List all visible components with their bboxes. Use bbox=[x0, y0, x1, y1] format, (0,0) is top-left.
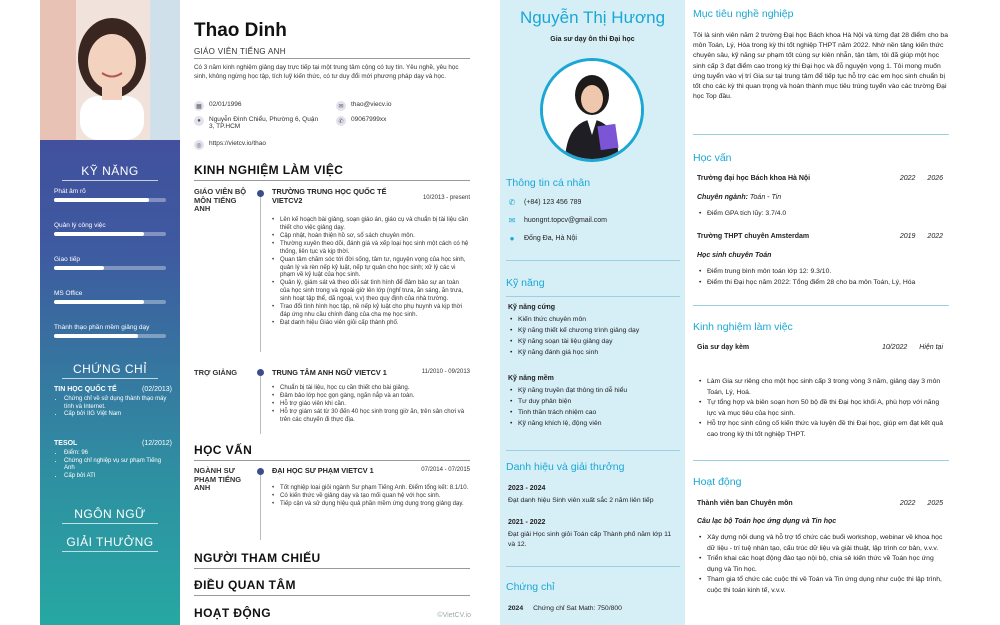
major-label: Chuyên ngành: bbox=[697, 194, 748, 201]
skill-item: • Tinh thần trách nhiệm cao bbox=[510, 408, 680, 419]
job-duties bbox=[272, 216, 470, 327]
job-duty: • Lên kế hoạch bài giảng, soạn giáo án, giáo cụ và chuẩn bị tài liệu cần thiết cho việc giảng dạy. bbox=[272, 216, 470, 232]
contact-address bbox=[194, 116, 324, 130]
activity-club: Câu lạc bộ Toán học ứng dụng và Tin học bbox=[697, 518, 837, 525]
certificate-detail: • Điểm: 96 bbox=[64, 450, 172, 458]
education-date: 07/2014 - 07/2015 bbox=[421, 467, 470, 473]
job-duties bbox=[272, 384, 470, 424]
divider bbox=[194, 568, 470, 569]
education-detail: • Điểm thi Đại học năm 2022: Tổng điểm 28 cho ba môn Toán, Lý, Hóa bbox=[699, 278, 945, 289]
phone-icon: ✆ bbox=[508, 198, 516, 207]
activity-detail: • Triển khai các hoạt động đào tạo nội bộ, chia sẻ kiến thức về Toán học ứng dụng và Tin học. bbox=[699, 554, 945, 575]
job-date: 11/2010 - 09/2013 bbox=[421, 369, 470, 375]
languages-heading: NGÔN NGỮ bbox=[62, 507, 158, 524]
job-duty: • Làm Gia sư riêng cho một học sinh cấp 3 trong vòng 3 năm, giảng dạy 3 môn Toán, Lý, Hoá. bbox=[699, 377, 945, 398]
awards-heading: Danh hiệu và giải thưởng bbox=[506, 461, 625, 473]
calendar-icon: ▦ bbox=[194, 101, 204, 111]
mail-icon: ✉ bbox=[508, 216, 516, 225]
education-row bbox=[697, 175, 943, 182]
skills-heading: KỸ NĂNG bbox=[62, 164, 158, 181]
education-detail: • Điểm GPA tích lũy: 3.7/4.0 bbox=[699, 209, 945, 220]
job-duty: • Đảm bảo lớp học gọn gàng, ngăn nắp và an toàn. bbox=[272, 392, 470, 400]
address-row bbox=[508, 234, 577, 243]
certificate-date: (12/2012) bbox=[142, 440, 172, 447]
activities-heading: Hoạt động bbox=[693, 476, 742, 488]
skill-bar bbox=[54, 334, 166, 338]
interests-heading: ĐIỀU QUAN TÂM bbox=[194, 578, 296, 592]
skill-bar bbox=[54, 198, 166, 202]
timeline-line bbox=[260, 470, 261, 540]
awards-heading: GIẢI THƯỞNG bbox=[62, 535, 158, 552]
skill-bar bbox=[54, 232, 166, 236]
contact-website bbox=[194, 140, 266, 150]
skill-item bbox=[54, 188, 166, 202]
school-name: Trường đại học Bách khoa Hà Nội bbox=[697, 175, 811, 182]
activity-from: 2022 bbox=[899, 500, 916, 507]
references-heading: NGƯỜI THAM CHIẾU bbox=[194, 551, 321, 565]
skill-bar-fill bbox=[54, 334, 138, 338]
timeline-dot bbox=[257, 190, 264, 197]
experience-heading: KINH NGHIỆM LÀM VIỆC bbox=[194, 163, 344, 177]
skill-label: Thành thạo phần mềm giảng dạy bbox=[54, 324, 150, 331]
skill-bar-fill bbox=[54, 266, 104, 270]
certificate-item bbox=[54, 440, 172, 480]
divider bbox=[506, 296, 680, 297]
divider bbox=[693, 460, 949, 461]
education-major: Học sinh chuyên Toán bbox=[697, 252, 772, 259]
activity-title: Thành viên ban Chuyên môn bbox=[697, 500, 793, 507]
divider bbox=[693, 305, 949, 306]
certificate-item bbox=[54, 386, 172, 419]
skill-item: • Kỹ năng truyền đạt thông tin dễ hiểu bbox=[510, 386, 680, 397]
job-duty: • Thường xuyên theo dõi, đánh giá và xếp loại học sinh một cách có hệ thống, liên tục và kịp thời. bbox=[272, 240, 470, 256]
skill-label: Phát âm rõ bbox=[54, 188, 86, 195]
certificates-heading: Chứng chỉ bbox=[506, 581, 555, 593]
hard-skills-list bbox=[510, 315, 680, 359]
job-duty: • Quản lý, giám sát và theo dõi sát tình hình để đảm bảo sự an toàn của học sinh trong và ngoài giờ lên lớp (nghỉ trưa, ăn sáng, ăn trưa, sinh hoạt tập thể, dã ngoại, v.v) theo quy định của nhà trường. bbox=[272, 279, 470, 303]
profile-photo bbox=[540, 58, 644, 162]
experience-heading: Kinh nghiệm làm việc bbox=[693, 321, 793, 333]
job-from: 10/2022 bbox=[881, 344, 908, 351]
certificate-detail: • Chứng chỉ về sử dụng thành thạo máy tính và Internet. bbox=[64, 396, 172, 411]
divider bbox=[194, 180, 470, 181]
education-detail: • Tiếp cận và sử dụng hiệu quả phần mềm ứng dụng trong giảng dạy. bbox=[272, 500, 470, 508]
sidebar bbox=[40, 0, 180, 625]
skill-item: • Kiến thức chuyên môn bbox=[510, 315, 680, 326]
education-details bbox=[272, 484, 470, 508]
watermark: ©VietCV.io bbox=[437, 612, 471, 619]
education-school: ĐẠI HỌC SƯ PHẠM VIETCV 1 bbox=[272, 466, 374, 475]
activity-details bbox=[699, 533, 945, 596]
divider bbox=[194, 58, 470, 59]
skill-item: • Tư duy phản biện bbox=[510, 397, 680, 408]
skills-heading: Kỹ năng bbox=[506, 277, 545, 289]
certificate-text: Chứng chỉ Sat Math: 750/800 bbox=[533, 605, 622, 612]
contact-email bbox=[336, 101, 391, 111]
job-duty: • Chuẩn bị tài liệu, học cụ cần thiết cho bài giảng. bbox=[272, 384, 470, 392]
cv-nguyen-thi-huong-sidebar bbox=[500, 0, 685, 625]
timeline-line bbox=[260, 372, 261, 434]
candidate-name: Nguyễn Thị Hương bbox=[519, 8, 666, 27]
timeline-line bbox=[260, 192, 261, 352]
divider bbox=[693, 134, 949, 135]
job-duty: • Quan tâm chăm sóc tới đời sống, tâm tư, nguyện vọng của học sinh, quản lý và rèn nếp kỷ luật, nếp tự quản cho học sinh; xử lý các vi phạm về kỷ luật của học sinh. bbox=[272, 256, 470, 280]
certificate-detail: • Cấp bởi IIG Việt Nam bbox=[64, 411, 172, 419]
divider bbox=[506, 450, 680, 451]
timeline-dot bbox=[257, 369, 264, 376]
website-value[interactable]: https://vietcv.io/thao bbox=[209, 140, 266, 147]
skill-bar-fill bbox=[54, 198, 149, 202]
certificate-date: (02/2013) bbox=[142, 386, 172, 393]
email-value[interactable]: huongnt.topcv@gmail.com bbox=[524, 217, 607, 224]
activity-row bbox=[697, 500, 943, 507]
education-heading: Học vấn bbox=[693, 152, 732, 164]
education-major: NGÀNH SƯ PHẠM TIẾNG ANH bbox=[194, 466, 242, 493]
education-detail: • Tốt nghiệp loại giỏi ngành Sư phạm Tiếng Anh. Điểm tổng kết: 8.1/10. bbox=[272, 484, 470, 492]
job-to: Hiện tại bbox=[919, 344, 943, 351]
location-icon: ● bbox=[194, 116, 204, 126]
phone-value: (+84) 123 456 789 bbox=[524, 199, 582, 206]
certificate-detail: • Chứng chỉ nghiệp vụ sư phạm Tiếng Anh bbox=[64, 458, 172, 473]
certificate-detail: • Cấp bởi ATI bbox=[64, 473, 172, 481]
location-icon: ● bbox=[509, 234, 515, 243]
skill-bar-fill bbox=[54, 232, 144, 236]
soft-skills-heading: Kỹ năng mềm bbox=[508, 375, 554, 382]
globe-icon: ◎ bbox=[194, 140, 204, 150]
contact-birthday bbox=[194, 101, 242, 111]
education-major bbox=[697, 194, 781, 201]
phone-icon: ✆ bbox=[336, 116, 346, 126]
activity-detail: • Xây dựng nội dung và hỗ trợ tổ chức các buổi workshop, webinar về khoa học dữ liệu - trí tuệ nhân tạo, cấu trúc dữ liệu và giải thuật, lập trình cơ bản, v.v.v. bbox=[699, 533, 945, 554]
skill-item: • Kỹ năng đánh giá học sinh bbox=[510, 348, 680, 359]
education-details bbox=[699, 209, 945, 220]
skill-item bbox=[54, 324, 166, 338]
award-year: 2021 - 2022 bbox=[508, 519, 546, 526]
objective-heading: Mục tiêu nghề nghiệp bbox=[693, 8, 794, 20]
skill-bar bbox=[54, 300, 166, 304]
skill-item bbox=[54, 290, 166, 304]
birthday-value: 02/01/1996 bbox=[209, 101, 242, 108]
edu-to: 2022 bbox=[927, 233, 943, 240]
candidate-title: GIÁO VIÊN TIẾNG ANH bbox=[194, 47, 286, 56]
candidate-title: Gia sư dạy ôn thi Đại học bbox=[550, 36, 635, 43]
education-detail: • Có kiến thức về giảng dạy và tạo mối quan hệ với học sinh. bbox=[272, 492, 470, 500]
skill-label: Giao tiếp bbox=[54, 256, 81, 263]
skill-label: Quản lý công việc bbox=[54, 222, 106, 229]
skill-bar bbox=[54, 266, 166, 270]
job-duty: • Hỗ trợ giám sát từ 30 đến 40 học sinh trong giờ ăn, trên sân chơi và trên các chuyến đi thực địa. bbox=[272, 408, 470, 424]
job-duty: • Hỗ trợ giáo viên khi cần. bbox=[272, 400, 470, 408]
candidate-name: Thao Dinh bbox=[194, 20, 287, 41]
skill-bar-fill bbox=[54, 300, 144, 304]
education-heading: HỌC VẤN bbox=[194, 443, 253, 457]
job-duty: • Đạt danh hiệu Giáo viên giỏi cấp thành phố. bbox=[272, 319, 470, 327]
certificates-heading: CHỨNG CHỈ bbox=[62, 362, 158, 379]
skill-label: MS Office bbox=[54, 290, 83, 297]
certificate-row bbox=[508, 605, 622, 612]
education-details bbox=[699, 267, 945, 288]
skill-item bbox=[54, 256, 166, 270]
hard-skills-heading: Kỹ năng cứng bbox=[508, 304, 556, 311]
skill-item bbox=[54, 222, 166, 236]
education-row bbox=[697, 233, 943, 240]
award-year: 2023 - 2024 bbox=[508, 485, 546, 492]
activity-detail: • Tham gia tổ chức các cuộc thi về Toán và Tin ứng dụng như cuộc thi lập trình, cuộc thi toán kinh tế, v.v.v. bbox=[699, 575, 945, 596]
skill-item: • Kỹ năng khích lệ, động viên bbox=[510, 419, 680, 430]
job-role: TRỢ GIẢNG bbox=[194, 368, 238, 377]
divider bbox=[194, 460, 470, 461]
skill-item: • Kỹ năng thiết kế chương trình giảng dạy bbox=[510, 326, 680, 337]
edu-from: 2022 bbox=[899, 175, 916, 182]
job-date: 10/2013 - present bbox=[422, 195, 470, 201]
job-duty: • Cập nhật, hoàn thiện hồ sơ, sổ sách chuyên môn. bbox=[272, 232, 470, 240]
phone-value: 09067999xx bbox=[351, 116, 387, 123]
address-value: Đống Đa, Hà Nội bbox=[524, 235, 577, 242]
address-value: Nguyễn Đình Chiểu, Phường 6, Quận 3, TP.HCM bbox=[209, 116, 319, 130]
job-duty: • Tự tổng hợp và biên soạn hơn 50 bộ đề thi Đại học khối A, phù hợp với năng lực và mục tiêu của học sinh. bbox=[699, 398, 945, 419]
activities-heading: HOẠT ĐỘNG bbox=[194, 606, 271, 620]
divider bbox=[506, 566, 680, 567]
cv-nguyen-thi-huong-main bbox=[685, 0, 960, 625]
school-name: Trường THPT chuyên Amsterdam bbox=[697, 233, 810, 240]
job-role: GIÁO VIÊN BỘ MÔN TIẾNG ANH bbox=[194, 187, 247, 214]
job-title: Gia sư dạy kèm bbox=[697, 344, 750, 351]
profile-photo bbox=[40, 0, 180, 140]
timeline-dot bbox=[257, 468, 264, 475]
intro-text: Có 3 năm kinh nghiệm giảng dạy trực tiếp tại một trung tâm cộng có tuy tín. Yêu nghề, yêu học sinh, không ngừng học tập, tích luỹ kiến thức, có tư duy đổi mới phương pháp dạy và học. bbox=[194, 64, 459, 80]
award-text: Đạt danh hiệu Sinh viên xuất sắc 2 năm liên tiếp bbox=[508, 497, 654, 504]
cv-thao-dinh bbox=[40, 0, 475, 625]
award-text: Đạt giải Học sinh giỏi Toán cấp Thành phố năm lớp 11 và 12. bbox=[508, 531, 672, 548]
job-duty: • Hỗ trợ học sinh củng cố kiến thức và luyện đề thi Đại học, giúp em đạt kết quả cao trong kỳ thi tốt nghiệp THPT. bbox=[699, 419, 945, 440]
email-value[interactable]: thao@viecv.io bbox=[351, 101, 392, 108]
major-value: Toán - Tin bbox=[749, 194, 782, 201]
phone-row bbox=[508, 198, 581, 207]
email-row bbox=[508, 216, 607, 225]
mail-icon: ✉ bbox=[336, 101, 346, 111]
skill-item: • Kỹ năng soạn tài liệu giảng dạy bbox=[510, 337, 680, 348]
soft-skills-list bbox=[510, 386, 680, 430]
divider bbox=[506, 260, 680, 261]
job-duty: • Trao đổi tình hình học tập, nề nếp kỷ luật cho phụ huynh và kịp thời đáp ứng nhu cầu chính đáng của cha mẹ học sinh. bbox=[272, 303, 470, 319]
certificate-name: TESOL bbox=[54, 440, 78, 447]
edu-to: 2026 bbox=[927, 175, 943, 182]
certificate-year: 2024 bbox=[508, 605, 524, 612]
job-duties bbox=[699, 377, 945, 440]
job-row bbox=[697, 344, 943, 351]
certificate-name: TIN HỌC QUỐC TẾ bbox=[54, 386, 117, 393]
job-organization: TRUNG TÂM ANH NGỮ VIETCV 1 bbox=[272, 368, 387, 377]
personal-info-heading: Thông tin cá nhân bbox=[506, 177, 591, 189]
divider bbox=[194, 595, 470, 596]
activity-to: 2025 bbox=[927, 500, 943, 507]
job-organization: TRƯỜNG TRUNG HỌC QUỐC TẾ VIETCV2 bbox=[272, 187, 387, 205]
edu-from: 2019 bbox=[899, 233, 916, 240]
contact-phone bbox=[336, 116, 386, 126]
education-detail: • Điểm trung bình môn toán lớp 12: 9.3/10. bbox=[699, 267, 945, 278]
objective-text: Tôi là sinh viên năm 2 trường Đại học Bách khoa Hà Nội và từng đạt 28 điểm cho ba môn Toán, Lý, Hóa trong kỳ thi tốt nghiệp THPT năm 2022. Nhờ nền tảng kiến thức chuyên sâu, kỹ năng sư phạm tốt cùng sự kiên nhẫn, tận tâm, tôi đã giúp một học sinh cấp 3 đạt điểm cao trong kỳ thi Đại học và đỗ nguyện vọng 1. Tôi mong muốn ứng tuyển vào vị trí Gia sư tại trung tâm để tiếp tục hỗ trợ các em học sinh chuẩn bị tốt cho các kỳ thi quan trọng và hoàn thành mục tiêu trúng tuyển vào các trường Đại học Top đầu. bbox=[693, 32, 948, 101]
